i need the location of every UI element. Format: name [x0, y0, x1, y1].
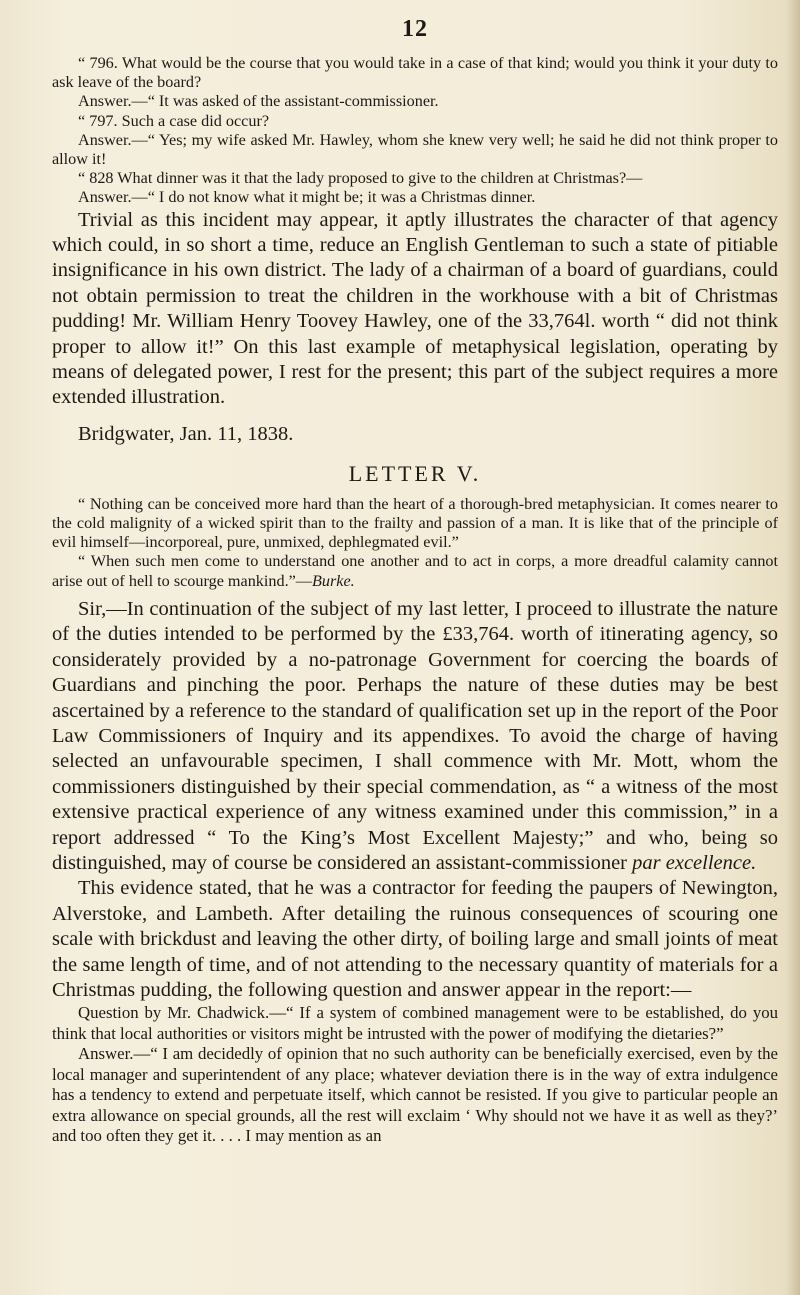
qa-question: Question by Mr. Chadwick.—“ If a system of combined management were to be established, do you think that local authorities or visitors might be intrusted with the power of modifying the dietaries?”	[52, 1003, 778, 1043]
paragraph-evidence: This evidence stated, that he was a contractor for feeding the paupers of Newington, Alverstoke, and Lambeth. After detailing the ruinous consequences of scouring one scale with brickdust and leaving the other dirty, of boiling large and small joints of meat the same length of time, and of not attending to the necessary quantity of materials for a Christmas pudding, the following question and answer appear in the report:—	[52, 877, 778, 1001]
paragraph-trivial: Trivial as this incident may appear, it aptly illustrates the character of that agency which could, in so short a time, reduce an English Gentleman to such a state of pitiable insignificance in his own district. The lady of a chairman of a board of guardians, could not obtain permission to treat the children in the workhouse with a bit of Christmas pudding! Mr. William Henry Toovey Hawley, one of the 33,764l. worth “ did not think proper to allow it!” On this last example of metaphysical legislation, operating by means of delegated power, I rest for the present; this part of the subject requires a more extended illustration.	[52, 208, 778, 409]
epigraph-text-2-body: “ When such men come to understand one another and to act in corps, a more dreadful calamity cannot arise out of hell to scourge mankind.”—	[52, 552, 778, 590]
epigraph-author: Burke.	[312, 571, 355, 590]
qa-answer: Answer.—“ I am decidedly of opinion that no such authority can be beneficially exercised, even by the local manager and superintendent of any place; whatever deviation there is in the way of extra indulgence has a tendency to extend and perpetuate itself, which cannot be resisted. If you give to particular people an extra allowance on special grounds, all the rest will exclaim ‘ Why should not we have it as well as they?’ and too often they get it. . . . I may mention as an	[52, 1044, 778, 1146]
place-date: Bridgwater, Jan. 11, 1838.	[78, 422, 294, 445]
qa-line: Answer.—“ Yes; my wife asked Mr. Hawley, whom she knew very well; he said he did not think proper to allow it!	[52, 130, 778, 169]
paragraph-sir-body: Sir,—In continuation of the subject of my last letter, I proceed to illustrate the nature of the duties intended to be performed by the £33,764. worth of itinerating agency, so considerately provided by a no-patronage Government for coercing the boards of Guardians and pinching the poor. Perhaps the nature of these duties may be best ascertained by a reference to the standard of qualification set up in the report of the Poor Law Commissioners of Inquiry and its appendixes. To avoid the charge of having selected an unfavourable specimen, I shall commence with Mr. Mott, whom the commissioners distinguished by their special commendation, as “ a witness of the most extensive practical experience of any witness examined under this commission,” in a report addressed “ To the King’s Most Excellent Majesty;” and who, being so distinguished, may of course be considered an assistant-commissioner	[52, 597, 778, 874]
epigraph-text-2	[52, 552, 778, 590]
qa-top-block	[52, 54, 778, 208]
par-excellence: par excellence.	[632, 851, 757, 874]
epigraph-text: “ Nothing can be conceived more hard than the heart of a thorough-bred metaphysician. It comes nearer to the cold malignity of a wicked spirit than to the frailty and passion of a man. It is like that of the principle of evil himself—incorporeal, pure, unmixed, dephlegmated evil.”	[52, 494, 778, 552]
paragraph-sir	[52, 597, 778, 876]
qa-bottom-block	[52, 1003, 778, 1147]
qa-line: Answer.—“ I do not know what it might be; it was a Christmas dinner.	[78, 188, 536, 207]
epigraph	[52, 495, 778, 591]
qa-line: “ 797. Such a case did occur?	[78, 111, 270, 130]
qa-line: “ 796. What would be the course that you would take in a case of that kind; would you think it your duty to ask leave of the board?	[52, 54, 778, 92]
page-content	[52, 14, 778, 1147]
letter-heading: LETTER V.	[348, 460, 482, 486]
qa-line: “ 828 What dinner was it that the lady proposed to give to the children at Christmas?—	[78, 169, 643, 188]
qa-line: Answer.—“ It was asked of the assistant-commissioner.	[78, 92, 439, 111]
page-number: 12	[402, 16, 428, 42]
